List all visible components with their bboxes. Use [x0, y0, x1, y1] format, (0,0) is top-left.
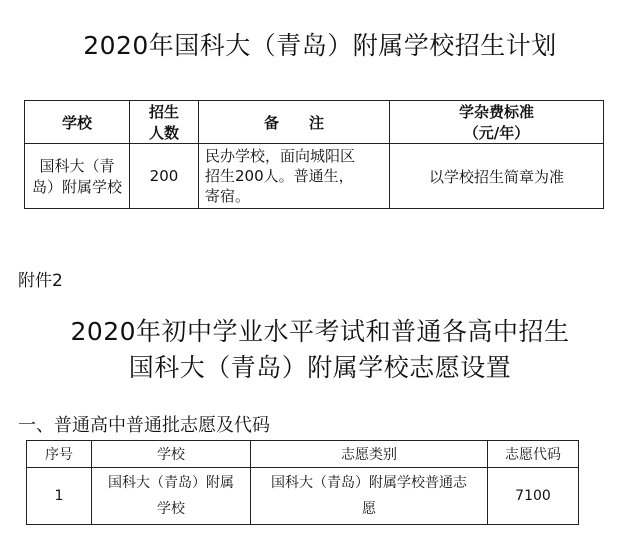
- header-school: 学校: [92, 441, 251, 468]
- volunteer-code-table: [26, 440, 579, 525]
- cell-school-line1: 国科大（青岛）附属: [108, 475, 234, 491]
- title2-line2: 国科大（青岛）附属学校志愿设置: [128, 353, 512, 382]
- header-seq: 序号: [27, 441, 92, 468]
- header-fee-line1: 学杂费标准: [458, 103, 534, 121]
- header-enrollment-count: [130, 101, 199, 144]
- attachment-label: 附件2: [18, 271, 63, 291]
- cell-remarks-line3: 寄宿。: [205, 187, 251, 205]
- header-code: 志愿代码: [488, 441, 579, 468]
- table-header-row: [25, 101, 604, 144]
- cell-school-line1: 国科大（青: [39, 157, 115, 175]
- page-title-volunteer-settings: [0, 314, 640, 386]
- header-category: 志愿类别: [251, 441, 488, 468]
- cell-seq: 1: [27, 468, 92, 525]
- table-header-row: [27, 441, 579, 468]
- header-fee-standard: [390, 101, 604, 144]
- cell-code: 7100: [488, 468, 579, 525]
- cell-category: [251, 468, 488, 525]
- table-row: [25, 144, 604, 209]
- cell-school-line2: 岛）附属学校: [31, 178, 122, 196]
- cell-category-line1: 国科大（青岛）附属学校普通志: [271, 475, 467, 491]
- cell-remarks-line2: 招生200人。普通生，: [205, 167, 354, 185]
- header-school: 学校: [25, 101, 130, 144]
- table-row: [27, 468, 579, 525]
- cell-category-line2: 愿: [362, 501, 376, 517]
- enrollment-plan-table: [24, 100, 604, 209]
- cell-school-line2: 学校: [157, 501, 185, 517]
- header-enrollment-line1: 招生: [148, 103, 179, 121]
- cell-school: [92, 468, 251, 525]
- title2-line1: 2020年初中学业水平考试和普通各高中招生: [70, 317, 570, 346]
- header-fee-line2: （元/年）: [463, 124, 530, 142]
- cell-remarks: [199, 144, 390, 209]
- cell-remarks-line1: 民办学校，面向城阳区: [205, 147, 356, 165]
- page-title-enrollment-plan: 2020年国科大（青岛）附属学校招生计划: [83, 31, 557, 60]
- cell-fee: 以学校招生简章为准: [390, 144, 604, 209]
- header-remarks: 备 注: [199, 101, 390, 144]
- cell-enrollment: 200: [130, 144, 199, 209]
- section-heading: 一、普通高中普通批志愿及代码: [18, 415, 270, 436]
- header-enrollment-line2: 人数: [148, 124, 179, 142]
- cell-school: [25, 144, 130, 209]
